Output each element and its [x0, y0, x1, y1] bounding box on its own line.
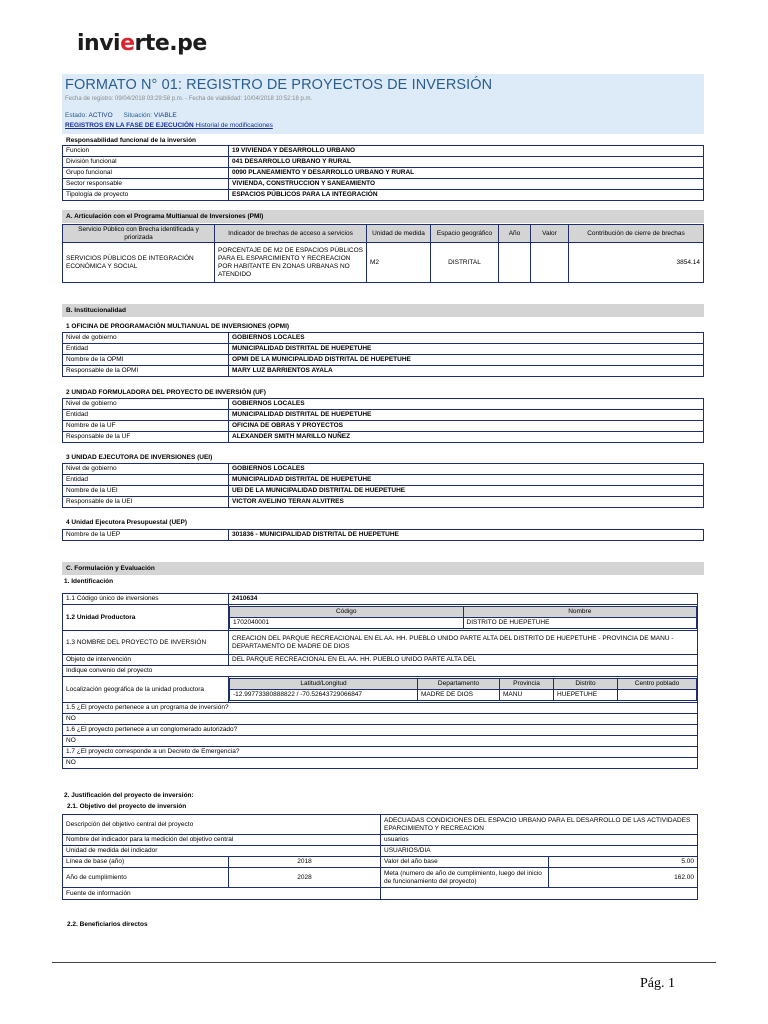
field-label: Entidad — [63, 475, 229, 486]
table-cell — [499, 243, 531, 283]
table-row — [63, 179, 704, 190]
table-row — [63, 475, 704, 486]
nombre-value: CREACION DEL PARQUE RECREACIONAL EN EL AA. HH. PUEBLO UNIDO PARTE ALTA DEL DISTRITO DE HUEPETUHE - PROVINCIA DE MANU - DEPARTAMENTO DE MADRE DE DIOS — [229, 631, 698, 655]
field-label: Entidad — [63, 344, 229, 355]
convenio-label: Indique convenio del proyecto — [63, 666, 698, 677]
pmi-table — [62, 224, 704, 283]
field-value: GOBIERNOS LOCALES — [229, 333, 704, 344]
table-row — [63, 146, 704, 157]
column-header: Espacio geográfico — [431, 225, 499, 243]
field-value: OPMI DE LA MUNICIPALIDAD DISTRITAL DE HUEPETUHE — [229, 355, 704, 366]
opmi-table — [62, 332, 704, 377]
table-cell: -12.99773380888822 / -70.52643729066847 — [230, 690, 418, 701]
field-value: MARY LUZ BARRIENTOS AYALA — [229, 366, 704, 377]
objetivo-table — [62, 814, 698, 900]
table-row — [63, 344, 704, 355]
field-label: Tipología de proyecto — [63, 190, 229, 201]
uei-title: 3 UNIDAD EJECUTORA DE INVERSIONES (UEI) — [66, 454, 213, 461]
meta-value: 162.00 — [549, 868, 698, 888]
vab-value: 5.00 — [549, 857, 698, 868]
table-row — [63, 168, 704, 179]
up-codigo: 1702040001 — [230, 618, 464, 629]
table-cell: 3854.14 — [569, 243, 704, 283]
table-row — [63, 486, 704, 497]
inst-section-title: B. Institucionalidad — [62, 304, 704, 317]
field-value: 19 VIVIENDA Y DESARROLLO URBANO — [229, 146, 704, 157]
column-header: Contribución de cierre de brechas — [569, 225, 704, 243]
pmi-section-title: A. Articulación con el Programa Multianual de Inversiones (PMI) — [62, 210, 704, 223]
nombre-label: 1.3 NOMBRE DEL PROYECTO DE INVERSIÓN — [63, 631, 229, 655]
lb-label: Línea de base (año) — [63, 857, 229, 868]
field-value: ESPACIOS PÚBLICOS PARA LA INTEGRACIÓN — [229, 190, 704, 201]
field-value: VIVIENDA, CONSTRUCCION Y SANEAMIENTO — [229, 179, 704, 190]
ind-value: usuarios — [381, 835, 698, 846]
table-row — [63, 410, 704, 421]
table-row — [63, 464, 704, 475]
field-value: UEI DE LA MUNICIPALIDAD DISTRITAL DE HUEPETUHE — [229, 486, 704, 497]
field-value: 0090 PLANEAMIENTO Y DESARROLLO URBANO Y RURAL — [229, 168, 704, 179]
column-header: Unidad de medida — [367, 225, 431, 243]
field-value: 301836 - MUNICIPALIDAD DISTRITAL DE HUEPETUHE — [229, 530, 704, 541]
table-cell — [618, 690, 697, 701]
ac-year: 2028 — [229, 868, 381, 888]
table-row — [63, 530, 704, 541]
objeto-label: Objeto de intervención — [63, 655, 229, 666]
field-label: Responsable de la UEI — [63, 497, 229, 508]
table-row — [63, 497, 704, 508]
table-row — [63, 190, 704, 201]
table-row — [63, 157, 704, 168]
page-number: Pág. 1 — [640, 976, 675, 991]
q17-answer: NO — [63, 758, 698, 769]
field-label: Nombre de la UEI — [63, 486, 229, 497]
meta-label: Meta (numero de año de cumplimiento, luego del inicio de funcionamiento del proyecto) — [381, 868, 549, 888]
fuente-value — [381, 888, 698, 900]
table-cell — [531, 243, 569, 283]
form-header — [62, 74, 704, 134]
loc-table — [229, 678, 697, 701]
ident-table — [62, 593, 698, 769]
up-nombre: DISTRITO DE HUEPETUHE — [463, 618, 697, 629]
footer-divider — [52, 962, 716, 963]
field-label: Entidad — [63, 410, 229, 421]
codigo-value: 2410634 — [229, 594, 698, 605]
field-label: Sector responsable — [63, 179, 229, 190]
column-header: Indicador de brechas de acceso a servicios — [215, 225, 367, 243]
obj-title: 2.1. Objetivo del proyecto de inversión — [67, 803, 187, 810]
column-header: Departamento — [418, 679, 500, 690]
codigo-label: 1.1 Código único de inversiones — [63, 594, 229, 605]
ind-label: Nombre del indicador para la medición del objetivo central — [63, 835, 381, 846]
q16-answer: NO — [63, 736, 698, 747]
invierte-pe-logo: invierte.pe — [77, 31, 207, 56]
ac-label: Año de cumplimiento — [63, 868, 229, 888]
opmi-title: 1 OFICINA DE PROGRAMACIÓN MULTIANUAL DE INVERSIONES (OPMI) — [66, 323, 290, 330]
resp-table — [62, 145, 704, 201]
field-label: Funcion — [63, 146, 229, 157]
just-title: 2. Justificación del proyecto de inversión: — [64, 792, 194, 799]
field-label: Nombre de la UEP — [63, 530, 229, 541]
table-cell: PORCENTAJE DE M2 DE ESPACIOS PÚBLICOS PARA EL ESPARCIMIENTO Y RECREACION POR HABITANTE EN ZONAS URBANAS NO ATENDIDO — [215, 243, 367, 283]
field-value: VICTOR AVELINO TERAN ALVITRES — [229, 497, 704, 508]
table-row — [63, 399, 704, 410]
up-label: 1.2 Unidad Productora — [63, 605, 229, 631]
table-cell: M2 — [367, 243, 431, 283]
column-header: Servicio Público con Brecha identificada y priorizada — [63, 225, 215, 243]
desc-value: ADECUADAS CONDICIONES DEL ESPACIO URBANO PARA EL DESARROLLO DE LAS ACTIVIDADES EPARCIMIENTO Y RECREACION — [381, 815, 698, 835]
q17-label: 1.7 ¿El proyecto corresponde a un Decreto de Emergencia? — [63, 747, 698, 758]
status-line: Estado: ACTIVO Situación: VIABLE — [65, 112, 177, 119]
desc-label: Descripción del objetivo central del proyecto — [63, 815, 381, 835]
up-table: Código Nombre 1702040001 DISTRITO DE HUEPETUHE — [229, 606, 697, 629]
table-cell: DISTRITAL — [431, 243, 499, 283]
field-value: GOBIERNOS LOCALES — [229, 399, 704, 410]
column-header: Centro poblado — [618, 679, 697, 690]
field-value: OFICINA DE OBRAS Y PROYECTOS — [229, 421, 704, 432]
uf-title: 2 UNIDAD FORMULADORA DEL PROYECTO DE INVERSIÓN (UF) — [66, 389, 266, 396]
field-value: MUNICIPALIDAD DISTRITAL DE HUEPETUHE — [229, 410, 704, 421]
field-value: 041 DESARROLLO URBANO Y RURAL — [229, 157, 704, 168]
uep-table — [62, 529, 704, 541]
field-label: Grupo funcional — [63, 168, 229, 179]
objeto-value: DEL PARQUE RECREACIONAL EN EL AA. HH. PUEBLO UNIDO PARTE ALTA DEL — [229, 655, 698, 666]
registration-dates: Fecha de registro: 09/04/2018 03:29:58 p.m. - Fecha de viabilidad: 10/04/2018 10:52:18 p.m. — [65, 96, 313, 102]
column-header: Año — [499, 225, 531, 243]
lb-year: 2018 — [229, 857, 381, 868]
field-value: GOBIERNOS LOCALES — [229, 464, 704, 475]
fuente-label: Fuente de información — [63, 888, 381, 900]
field-value: MUNICIPALIDAD DISTRITAL DE HUEPETUHE — [229, 344, 704, 355]
page-title: FORMATO N° 01: REGISTRO DE PROYECTOS DE INVERSIÓN — [65, 77, 493, 93]
benef-title: 2.2. Beneficiarios directos — [67, 921, 148, 928]
loc-label: Localización geográfica de la unidad productora — [63, 677, 229, 703]
situacion-value: VIABLE — [153, 112, 177, 119]
column-header: Distrito — [554, 679, 618, 690]
table-row — [63, 355, 704, 366]
execution-records-link[interactable]: REGISTROS EN LA FASE DE EJECUCIÓN Historial de modificaciones — [65, 122, 273, 129]
q16-label: 1.6 ¿El proyecto pertenece a un conglomerado autorizado? — [63, 725, 698, 736]
uep-title: 4 Unidad Ejecutora Presupuestal (UEP) — [66, 519, 188, 526]
column-header: Provincia — [500, 679, 554, 690]
field-value: ALEXANDER SMITH MARILLO NUÑEZ — [229, 432, 704, 443]
field-value: MUNICIPALIDAD DISTRITAL DE HUEPETUHE — [229, 475, 704, 486]
field-label: División funcional — [63, 157, 229, 168]
table-cell: SERVICIOS PÚBLICOS DE INTEGRACIÓN ECONÓMICA Y SOCIAL — [63, 243, 215, 283]
field-label: Nivel de gobierno — [63, 464, 229, 475]
field-label: Nombre de la UF — [63, 421, 229, 432]
um-value: USUARIOS/DIA — [381, 846, 698, 857]
vab-label: Valor del año base — [381, 857, 549, 868]
estado-value: ACTIVO — [88, 112, 113, 119]
table-row — [63, 366, 704, 377]
column-header: Valor — [531, 225, 569, 243]
table-cell: MADRE DE DIOS — [418, 690, 500, 701]
field-label: Responsable de la UF — [63, 432, 229, 443]
q15-answer: NO — [63, 714, 698, 725]
table-cell: HUEPETUHE — [554, 690, 618, 701]
table-row — [63, 333, 704, 344]
table-row — [63, 421, 704, 432]
um-label: Unidad de medida del indicador — [63, 846, 381, 857]
uf-table — [62, 398, 704, 443]
form-section-title: C. Formulación y Evaluación — [62, 562, 704, 575]
q15-label: 1.5 ¿El proyecto pertenece a un programa de inversión? — [63, 703, 698, 714]
column-header: Latitud/Longitud — [230, 679, 418, 690]
field-label: Nivel de gobierno — [63, 333, 229, 344]
uei-table — [62, 463, 704, 508]
table-row — [63, 432, 704, 443]
field-label: Nombre de la OPMI — [63, 355, 229, 366]
resp-title: Responsabilidad funcional de la inversión — [66, 137, 197, 144]
field-label: Responsable de la OPMI — [63, 366, 229, 377]
ident-title: 1. Identificación — [64, 578, 114, 585]
field-label: Nivel de gobierno — [63, 399, 229, 410]
table-cell: MANU — [500, 690, 554, 701]
